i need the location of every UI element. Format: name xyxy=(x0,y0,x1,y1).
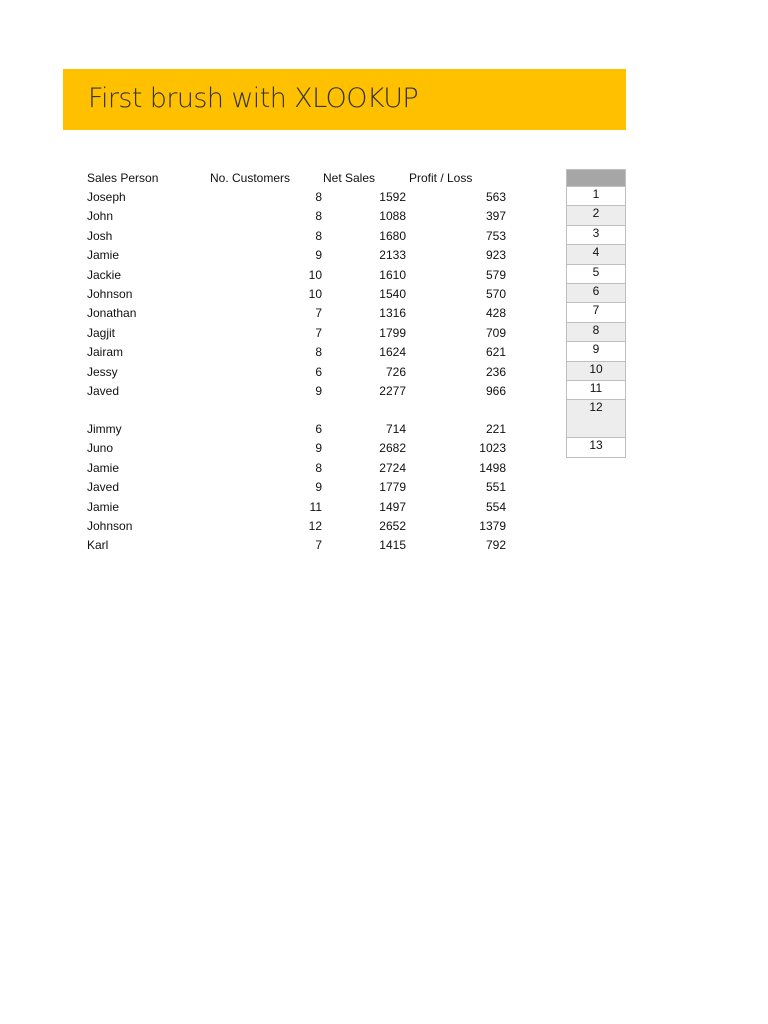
customers-cell: 8 xyxy=(315,209,322,223)
profit-loss-cell: 428 xyxy=(485,306,506,320)
profit-loss-cell: 579 xyxy=(485,268,506,282)
profit-loss-cell: 753 xyxy=(485,229,506,243)
sales-person-cell: Jagjit xyxy=(87,326,116,340)
customers-cell: 7 xyxy=(315,326,322,340)
customers-cell: 8 xyxy=(315,461,322,475)
profit-loss-cell: 554 xyxy=(485,500,506,514)
side-index-number: 2 xyxy=(592,206,600,221)
net-sales-cell: 2724 xyxy=(379,461,406,475)
sales-person-cell: Josh xyxy=(87,229,113,243)
net-sales-cell: 2682 xyxy=(379,441,406,455)
side-index-row xyxy=(566,362,626,381)
header-sales-person: Sales Person xyxy=(87,171,159,185)
sales-person-cell: Jamie xyxy=(87,461,120,475)
profit-loss-cell: 792 xyxy=(485,538,506,552)
side-index-number: 13 xyxy=(589,438,603,453)
sales-person-cell: Javed xyxy=(87,480,120,494)
net-sales-cell: 1610 xyxy=(379,268,406,282)
sales-person-cell: Johnson xyxy=(87,519,133,533)
net-sales-cell: 1415 xyxy=(379,538,406,552)
profit-loss-cell: 551 xyxy=(485,480,506,494)
sales-person-cell: Joseph xyxy=(87,190,126,204)
sales-person-cell: Javed xyxy=(87,384,120,398)
side-index-number: 12 xyxy=(589,400,603,415)
customers-cell: 12 xyxy=(308,519,322,533)
page-title: First brush with XLOOKUP xyxy=(88,83,419,114)
net-sales-cell: 714 xyxy=(385,422,406,436)
side-index-number: 4 xyxy=(592,245,600,260)
profit-loss-cell: 621 xyxy=(485,345,506,359)
side-index-number: 7 xyxy=(592,303,600,318)
customers-cell: 10 xyxy=(308,268,322,282)
sales-person-cell: Jackie xyxy=(87,268,122,282)
side-index-row xyxy=(566,245,626,264)
net-sales-cell: 1540 xyxy=(379,287,406,301)
side-index-row xyxy=(566,206,626,225)
customers-cell: 9 xyxy=(315,480,322,494)
net-sales-cell: 1624 xyxy=(379,345,406,359)
net-sales-cell: 726 xyxy=(385,365,406,379)
customers-cell: 8 xyxy=(315,229,322,243)
customers-cell: 11 xyxy=(309,500,322,514)
profit-loss-cell: 709 xyxy=(485,326,506,340)
net-sales-cell: 1779 xyxy=(379,480,406,494)
customers-cell: 9 xyxy=(315,248,322,262)
side-index-row xyxy=(566,284,626,303)
side-index-number: 5 xyxy=(592,264,600,279)
customers-cell: 10 xyxy=(308,287,322,301)
customers-cell: 8 xyxy=(315,345,322,359)
side-index-number: 8 xyxy=(592,322,600,337)
customers-cell: 6 xyxy=(315,365,322,379)
profit-loss-cell: 570 xyxy=(485,287,506,301)
customers-cell: 8 xyxy=(315,190,322,204)
customers-cell: 7 xyxy=(315,306,322,320)
side-index-row xyxy=(566,381,626,400)
side-index-row xyxy=(566,303,626,322)
profit-loss-cell: 1498 xyxy=(479,461,506,475)
profit-loss-cell: 563 xyxy=(485,190,506,204)
sales-person-cell: Jessy xyxy=(87,365,118,379)
side-index-number: 11 xyxy=(589,380,603,395)
sales-person-cell: John xyxy=(87,209,114,223)
side-index-number: 1 xyxy=(592,187,600,201)
sales-person-cell: Jamie xyxy=(87,248,120,262)
customers-cell: 6 xyxy=(315,422,322,436)
net-sales-cell: 1088 xyxy=(379,209,406,223)
side-index-number: 6 xyxy=(592,283,600,298)
side-index-number: 10 xyxy=(589,361,603,376)
side-index-table xyxy=(566,169,626,458)
sales-person-cell: Jairam xyxy=(87,345,124,359)
side-table-header xyxy=(566,169,626,187)
profit-loss-cell: 966 xyxy=(485,384,506,398)
sales-person-cell: Jamie xyxy=(87,500,120,514)
side-index-number: 3 xyxy=(592,225,600,240)
net-sales-cell: 1680 xyxy=(379,229,406,243)
net-sales-cell: 2652 xyxy=(379,519,406,533)
sales-person-cell: Juno xyxy=(87,441,114,455)
side-index-row xyxy=(566,438,626,457)
sales-person-cell: Jonathan xyxy=(87,306,137,320)
side-index-row xyxy=(566,400,626,438)
side-index-row xyxy=(566,342,626,361)
net-sales-cell: 1316 xyxy=(379,306,406,320)
header-no-customers: No. Customers xyxy=(210,171,291,185)
customers-cell: 9 xyxy=(315,441,322,455)
side-index-row xyxy=(566,187,626,206)
header-profit-loss: Profit / Loss xyxy=(409,171,473,185)
profit-loss-cell: 397 xyxy=(485,209,506,223)
sales-person-cell: Johnson xyxy=(87,287,133,301)
net-sales-cell: 1799 xyxy=(379,326,406,340)
customers-cell: 9 xyxy=(315,384,322,398)
profit-loss-cell: 221 xyxy=(485,422,506,436)
net-sales-cell: 1497 xyxy=(379,500,406,514)
profit-loss-cell: 236 xyxy=(485,365,506,379)
net-sales-cell: 2277 xyxy=(379,384,406,398)
header-net-sales: Net Sales xyxy=(323,171,376,185)
side-index-row xyxy=(566,226,626,245)
profit-loss-cell: 923 xyxy=(485,248,506,262)
title-banner xyxy=(63,69,626,130)
side-index-number: 9 xyxy=(592,342,600,357)
sales-person-cell: Jimmy xyxy=(87,422,122,436)
side-index-row xyxy=(566,265,626,284)
sales-person-cell: Karl xyxy=(87,538,109,552)
customers-cell: 7 xyxy=(315,538,322,552)
profit-loss-cell: 1379 xyxy=(479,519,506,533)
side-index-row xyxy=(566,323,626,342)
profit-loss-cell: 1023 xyxy=(479,441,506,455)
net-sales-cell: 2133 xyxy=(379,248,406,262)
net-sales-cell: 1592 xyxy=(379,190,406,204)
